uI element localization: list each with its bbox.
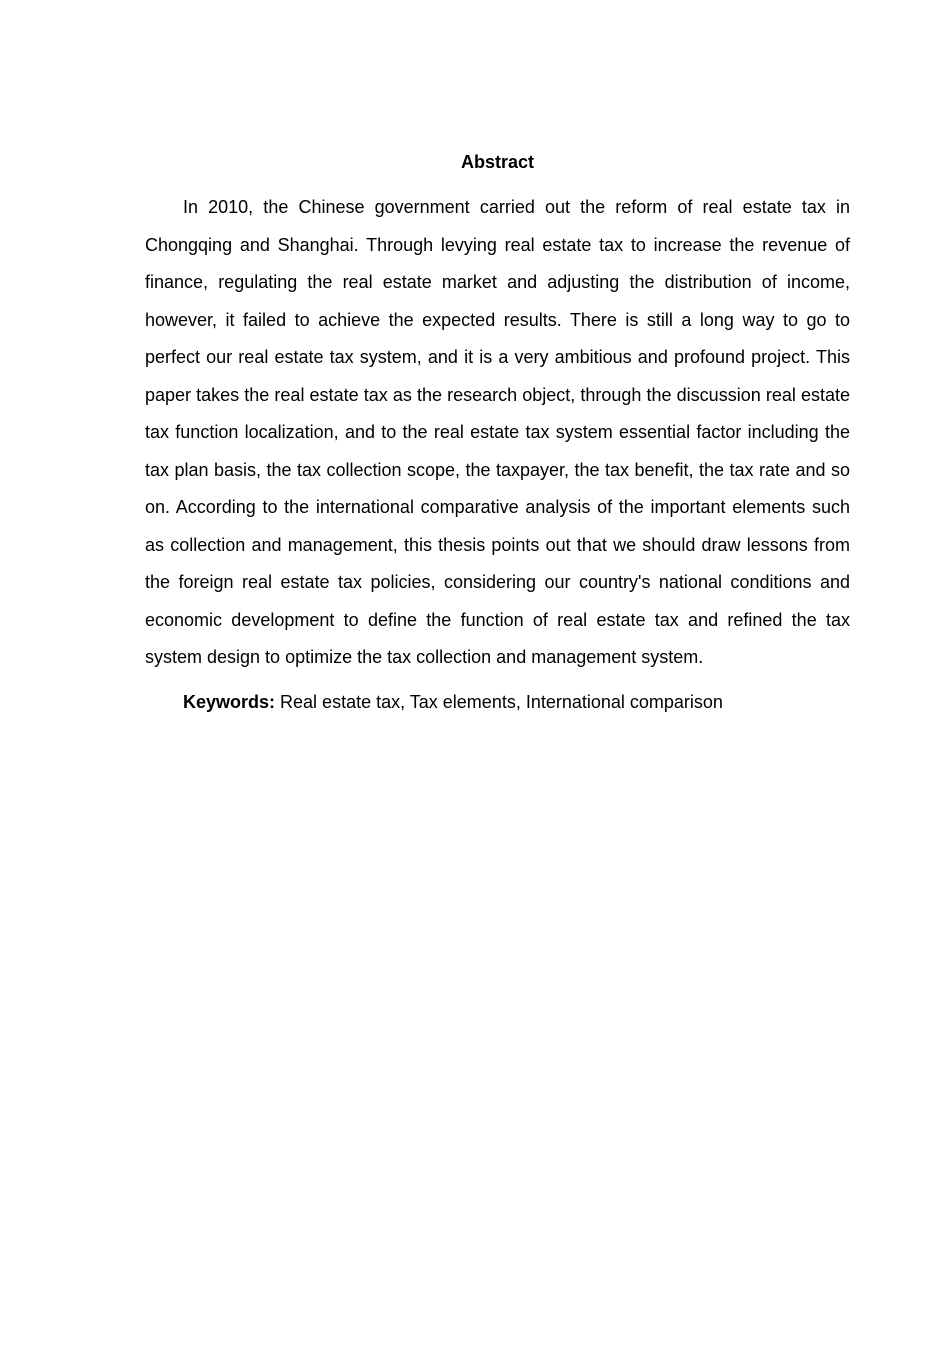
keywords-line (145, 689, 850, 715)
keywords-label: Keywords: (183, 691, 276, 712)
page-title: Abstract (460, 152, 535, 172)
abstract-section (145, 149, 850, 715)
keywords-text: Real estate tax, Tax elements, International comparison (275, 691, 723, 712)
abstract-paragraph: In 2010, the Chinese government carried out the reform of real estate tax in Chongqing and Shanghai. Through levying real estate tax to increase the revenue of finance, regulating the real estate market and adjusting the distribution of income, however, it failed to achieve the expected results. There is still a long way to go to perfect our real estate tax system, and it is a very ambitious and profound project. This paper takes the real estate tax as the research object, through the discussion real estate tax function localization, and to the real estate tax system essential factor including the tax plan basis, the tax collection scope, the taxpayer, the tax benefit, the tax rate and so on. According to the international comparative analysis of the important elements such as collection and management, this thesis points out that we should draw lessons from the foreign real estate tax policies, considering our country's national conditions and economic development to define the function of real estate tax and refined the tax system design to optimize the tax collection and management system. (145, 197, 850, 667)
